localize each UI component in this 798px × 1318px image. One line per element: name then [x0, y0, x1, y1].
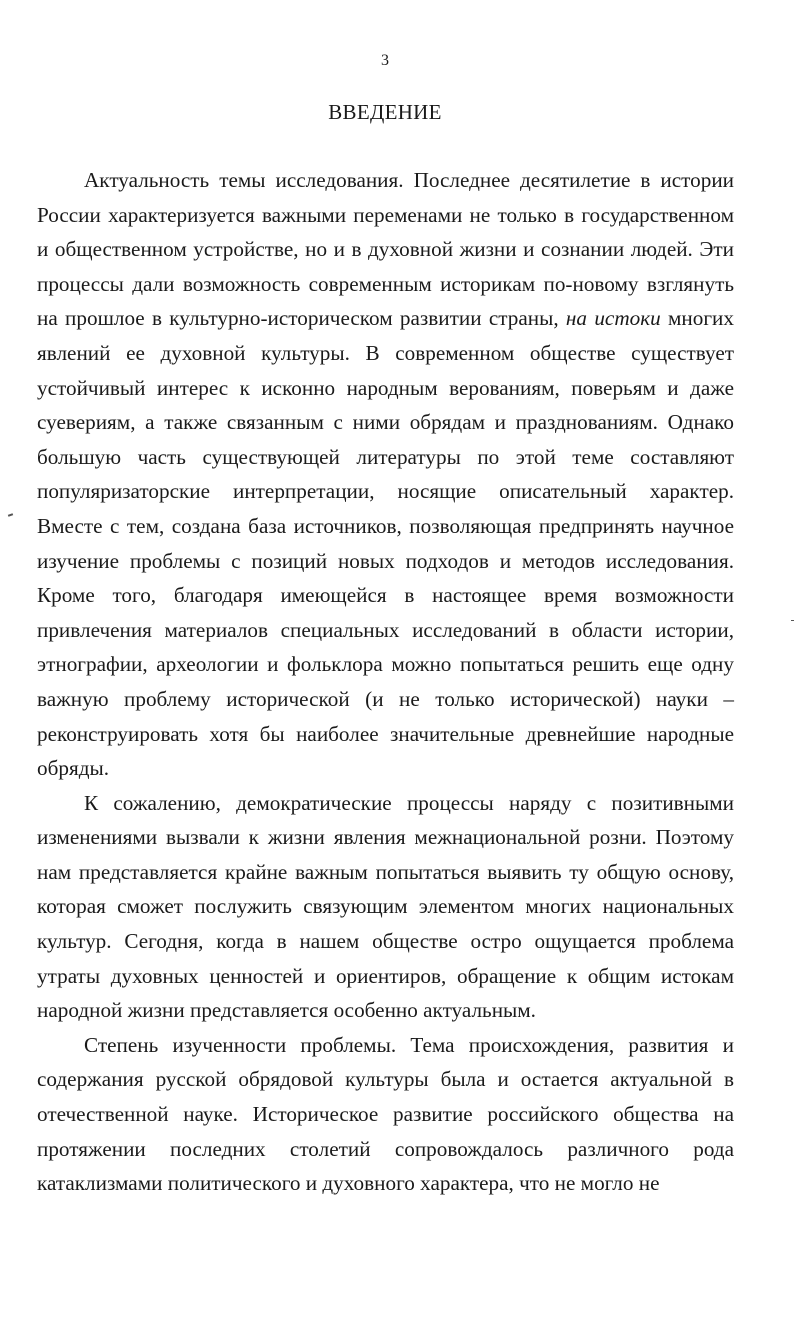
page-number: 3	[381, 52, 389, 69]
scan-speck	[791, 620, 794, 621]
run-in-heading-relevance: Актуальность темы исследования.	[84, 168, 404, 192]
paragraph-text: К сожалению, демократические процессы наряду с позитивными изменениями вызвали к жизни явления межнациональной розни. Поэтому нам представляется крайне важным попытаться выявить ту общую основу, которая сможет послужить связующим элементом многих национальных культур. Сегодня, когда в нашем обществе остро ощущается проблема утраты духовных ценностей и ориентиров, обращение к общим истокам народной жизни представляется особенно актуальным.	[37, 790, 734, 1023]
italic-emphasis: на истоки	[565, 306, 661, 331]
run-in-heading-state-of-research: Степень изученности проблемы.	[84, 1032, 397, 1057]
page-heading: ВВЕДЕНИЕ	[328, 100, 442, 124]
paragraph-relevance	[37, 163, 734, 786]
paragraph-text: Тема происхождения, развития и содержания русской обрядовой культуры была и остается актуальной в отечественной науке. Историческое развитие российского общества на протяжении последних столетий сопровождалось различного рода катаклизмами политического и духовного характера, что не могло не	[37, 1032, 734, 1196]
paragraph-state-of-research	[37, 1028, 734, 1201]
paragraph-democratic-processes	[37, 786, 734, 1028]
body-text	[37, 163, 734, 1201]
paragraph-text: Последнее десятилетие в истории России характеризуется важными переменами не только в государственном и общественном устройстве, но и в духовной жизни и сознании людей. Эти процессы дали возможность современным историкам по-новому взглянуть на прошлое в культурно-историческом развитии страны,	[37, 168, 735, 331]
paragraph-text: многих явлений ее духовной культуры. В современном обществе существует устойчивый интерес к исконно народным верованиям, поверьям и даже суевериям, а также связанным с ними обрядам и празднованиям. Однако большую часть существующей литературы по этой теме составляют популяризаторские интерпретации, носящие описательный характер. Вместе с тем, создана база источников, позволяющая предпринять научное изучение проблемы с позиций новых подходов и методов исследования. Кроме того, благодаря имеющейся в настоящее время возможности привлечения материалов специальных исследований в области истории, этнографии, археологии и фольклора можно попытаться решить еще одну важную проблему исторической (и не только исторической) науки – реконструировать хотя бы наиболее значительные древнейшие народные обряды.	[37, 306, 734, 781]
scan-speck	[8, 513, 13, 517]
